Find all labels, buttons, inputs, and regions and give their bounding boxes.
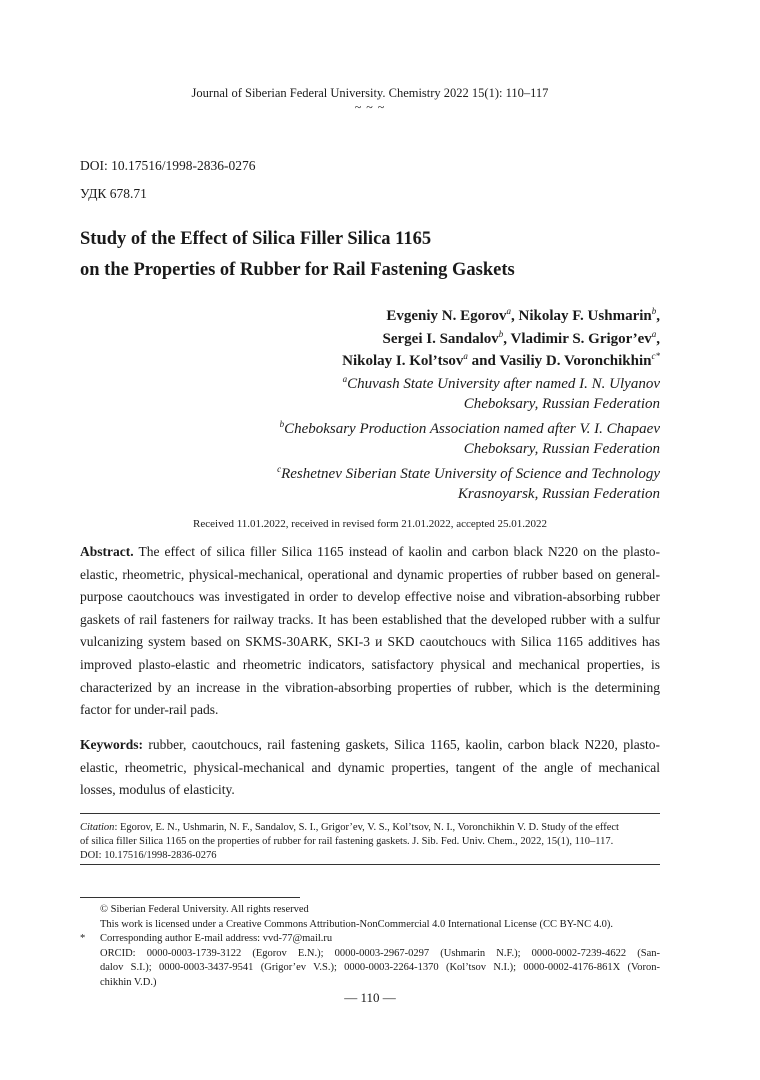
author-name: Nikolay F. Ushmarin — [518, 308, 652, 324]
author-name: Sergei I. Sandalov — [382, 331, 499, 347]
page-number: — 110 — — [344, 990, 396, 1005]
orcid-line: ORCID: 0000-0003-1739-3122 (Egorov E.N.); 0000-0003-2967-0297 (Ushmarin N.F.); 0000-0002-7239-4622 (San- — [100, 947, 660, 959]
abstract-text: The effect of silica filler Silica 1165 instead of kaolin and carbon black N220 on the plasto- — [133, 544, 660, 559]
keywords-label: Keywords: — [80, 737, 143, 752]
footnotes — [80, 903, 660, 991]
article-title — [80, 224, 680, 286]
journal-header: Journal of Siberian Federal University. Chemistry 2022 15(1): 110–117 — [191, 86, 549, 100]
affil-text: Reshetnev Siberian State University of Science and Technology — [281, 466, 660, 482]
orcid-line: chikhin V.D.) — [100, 976, 157, 988]
affil-text: Cheboksary Production Association named after V. I. Chapaev — [284, 421, 660, 437]
citation-line: of silica filler Silica 1165 on the properties of rubber for rail fastening gaskets. J. Sib. Fed. Univ. Chem., 2022, 15(1), 110–117. — [80, 836, 614, 847]
affiliation-a-line-2: Cheboksary, Russian Federation — [463, 396, 660, 412]
abstract-line — [80, 541, 660, 564]
keywords-line: elastic, rheometric, physical-mechanical and dynamic properties, tangent of the angle of mechanical — [80, 759, 660, 775]
affiliation-a-line-1 — [343, 374, 660, 393]
author-separator: , — [656, 308, 660, 324]
author-affil-mark: b — [651, 306, 657, 316]
author-affil-mark: a — [651, 329, 657, 339]
author-name: Vasiliy D. Voronchikhin — [499, 353, 652, 369]
license-note: This work is licensed under a Creative Commons Attribution-NonCommercial 4.0 International License (CC BY-NC 4.0). — [100, 918, 613, 930]
copyright-note: © Siberian Federal University. All rights reserved — [100, 904, 309, 915]
affil-text: Chuvash State University after named I. N. Ulyanov — [347, 376, 660, 392]
title-line-1: Study of the Effect of Silica Filler Silica 1165 — [80, 229, 432, 249]
author-separator: , — [656, 331, 660, 347]
affil-mark: b — [279, 419, 285, 429]
authors-line-1 — [386, 306, 660, 325]
abstract-line: characterized by an increase in the vibration-absorbing properties of rubber, which is the determining — [80, 679, 660, 695]
udk-code: УДК 678.71 — [80, 186, 147, 201]
affiliation-b-line-1 — [280, 419, 660, 438]
affiliation-b-line-2: Cheboksary, Russian Federation — [463, 441, 660, 457]
orcid-line: dalov S.I.); 0000-0003-3437-9541 (Grigor’ev V.S.); 0000-0003-2264-1370 (Kol’tsov N.I.); 0000-0002-4176-861X (Voron- — [100, 962, 660, 974]
author-affil-mark: b — [498, 329, 504, 339]
affil-mark: c — [277, 464, 282, 474]
citation-bottom-rule — [80, 864, 660, 865]
author-separator: , — [511, 308, 519, 324]
keywords — [80, 734, 660, 802]
author-name: Nikolay I. Kol’tsov — [342, 353, 464, 369]
author-affil-mark: a — [506, 306, 512, 316]
doi: DOI: 10.17516/1998-2836-0276 — [80, 158, 256, 173]
citation-line: DOI: 10.17516/1998-2836-0276 — [80, 850, 217, 861]
author-name: Evgeniy N. Egorov — [386, 308, 507, 324]
asterisk-mark: * — [80, 933, 86, 945]
citation-top-rule — [80, 813, 660, 814]
title-line-2: on the Properties of Rubber for Rail Fastening Gaskets — [80, 260, 515, 280]
authors-line-3 — [342, 351, 660, 370]
citation-line — [80, 821, 660, 835]
received-dates: Received 11.01.2022, received in revised form 21.01.2022, accepted 25.01.2022 — [193, 518, 547, 530]
author-separator: and — [467, 353, 500, 369]
corresponding-note — [80, 932, 660, 947]
affiliation-c-line-1 — [277, 464, 660, 483]
author-affil-mark: a — [463, 351, 468, 361]
abstract-line: purpose caoutchoucs was investigated in order to develop effective noise and vibration-absorbing rubber — [80, 589, 660, 605]
abstract-line: gaskets of rail fasteners for railway tracks. It has been established that the developed rubber with a sulfur — [80, 611, 660, 627]
citation-text: : Egorov, E. N., Ushmarin, N. F., Sandalov, S. I., Grigor’ev, V. S., Kol’tsov, N. I., Voronchikhin V. D. Study of the effect — [114, 822, 619, 833]
author-name: Vladimir S. Grigor’ev — [510, 331, 652, 347]
authors-line-2 — [383, 329, 660, 348]
affil-mark: a — [342, 374, 348, 384]
corresponding-text: Corresponding author E-mail address: vvd-77@mail.ru — [100, 933, 333, 945]
abstract-line: elastic, rheometric, physical-mechanical, operational and dynamic properties of rubber based on general- — [80, 566, 660, 582]
citation — [80, 821, 660, 863]
abstract-line: improved plasto-elastic and rheometric indicators, satisfactory physical and mechanical properties, is — [80, 656, 660, 672]
abstract — [80, 541, 660, 722]
keywords-line — [80, 734, 660, 757]
footnote-rule — [80, 897, 300, 898]
abstract-line: factor for under-rail pads. — [80, 702, 219, 718]
keywords-line: losses, modulus of elasticity. — [80, 782, 235, 798]
author-affil-mark: c* — [651, 351, 660, 361]
affiliation-c-line-2: Krasnoyarsk, Russian Federation — [457, 486, 660, 502]
author-separator: , — [503, 331, 511, 347]
keywords-text: rubber, caoutchoucs, rail fastening gaskets, Silica 1165, kaolin, carbon black N220, plasto- — [143, 737, 660, 752]
abstract-label: Abstract. — [80, 544, 134, 559]
header-ornament: ~ ~ ~ — [354, 100, 386, 114]
abstract-line: vulcanizing system based on SKMS-30ARK, SKI-3 и SKD caoutchoucs with Silica 1165 additives has — [80, 634, 660, 650]
citation-label: Citation — [80, 822, 115, 833]
